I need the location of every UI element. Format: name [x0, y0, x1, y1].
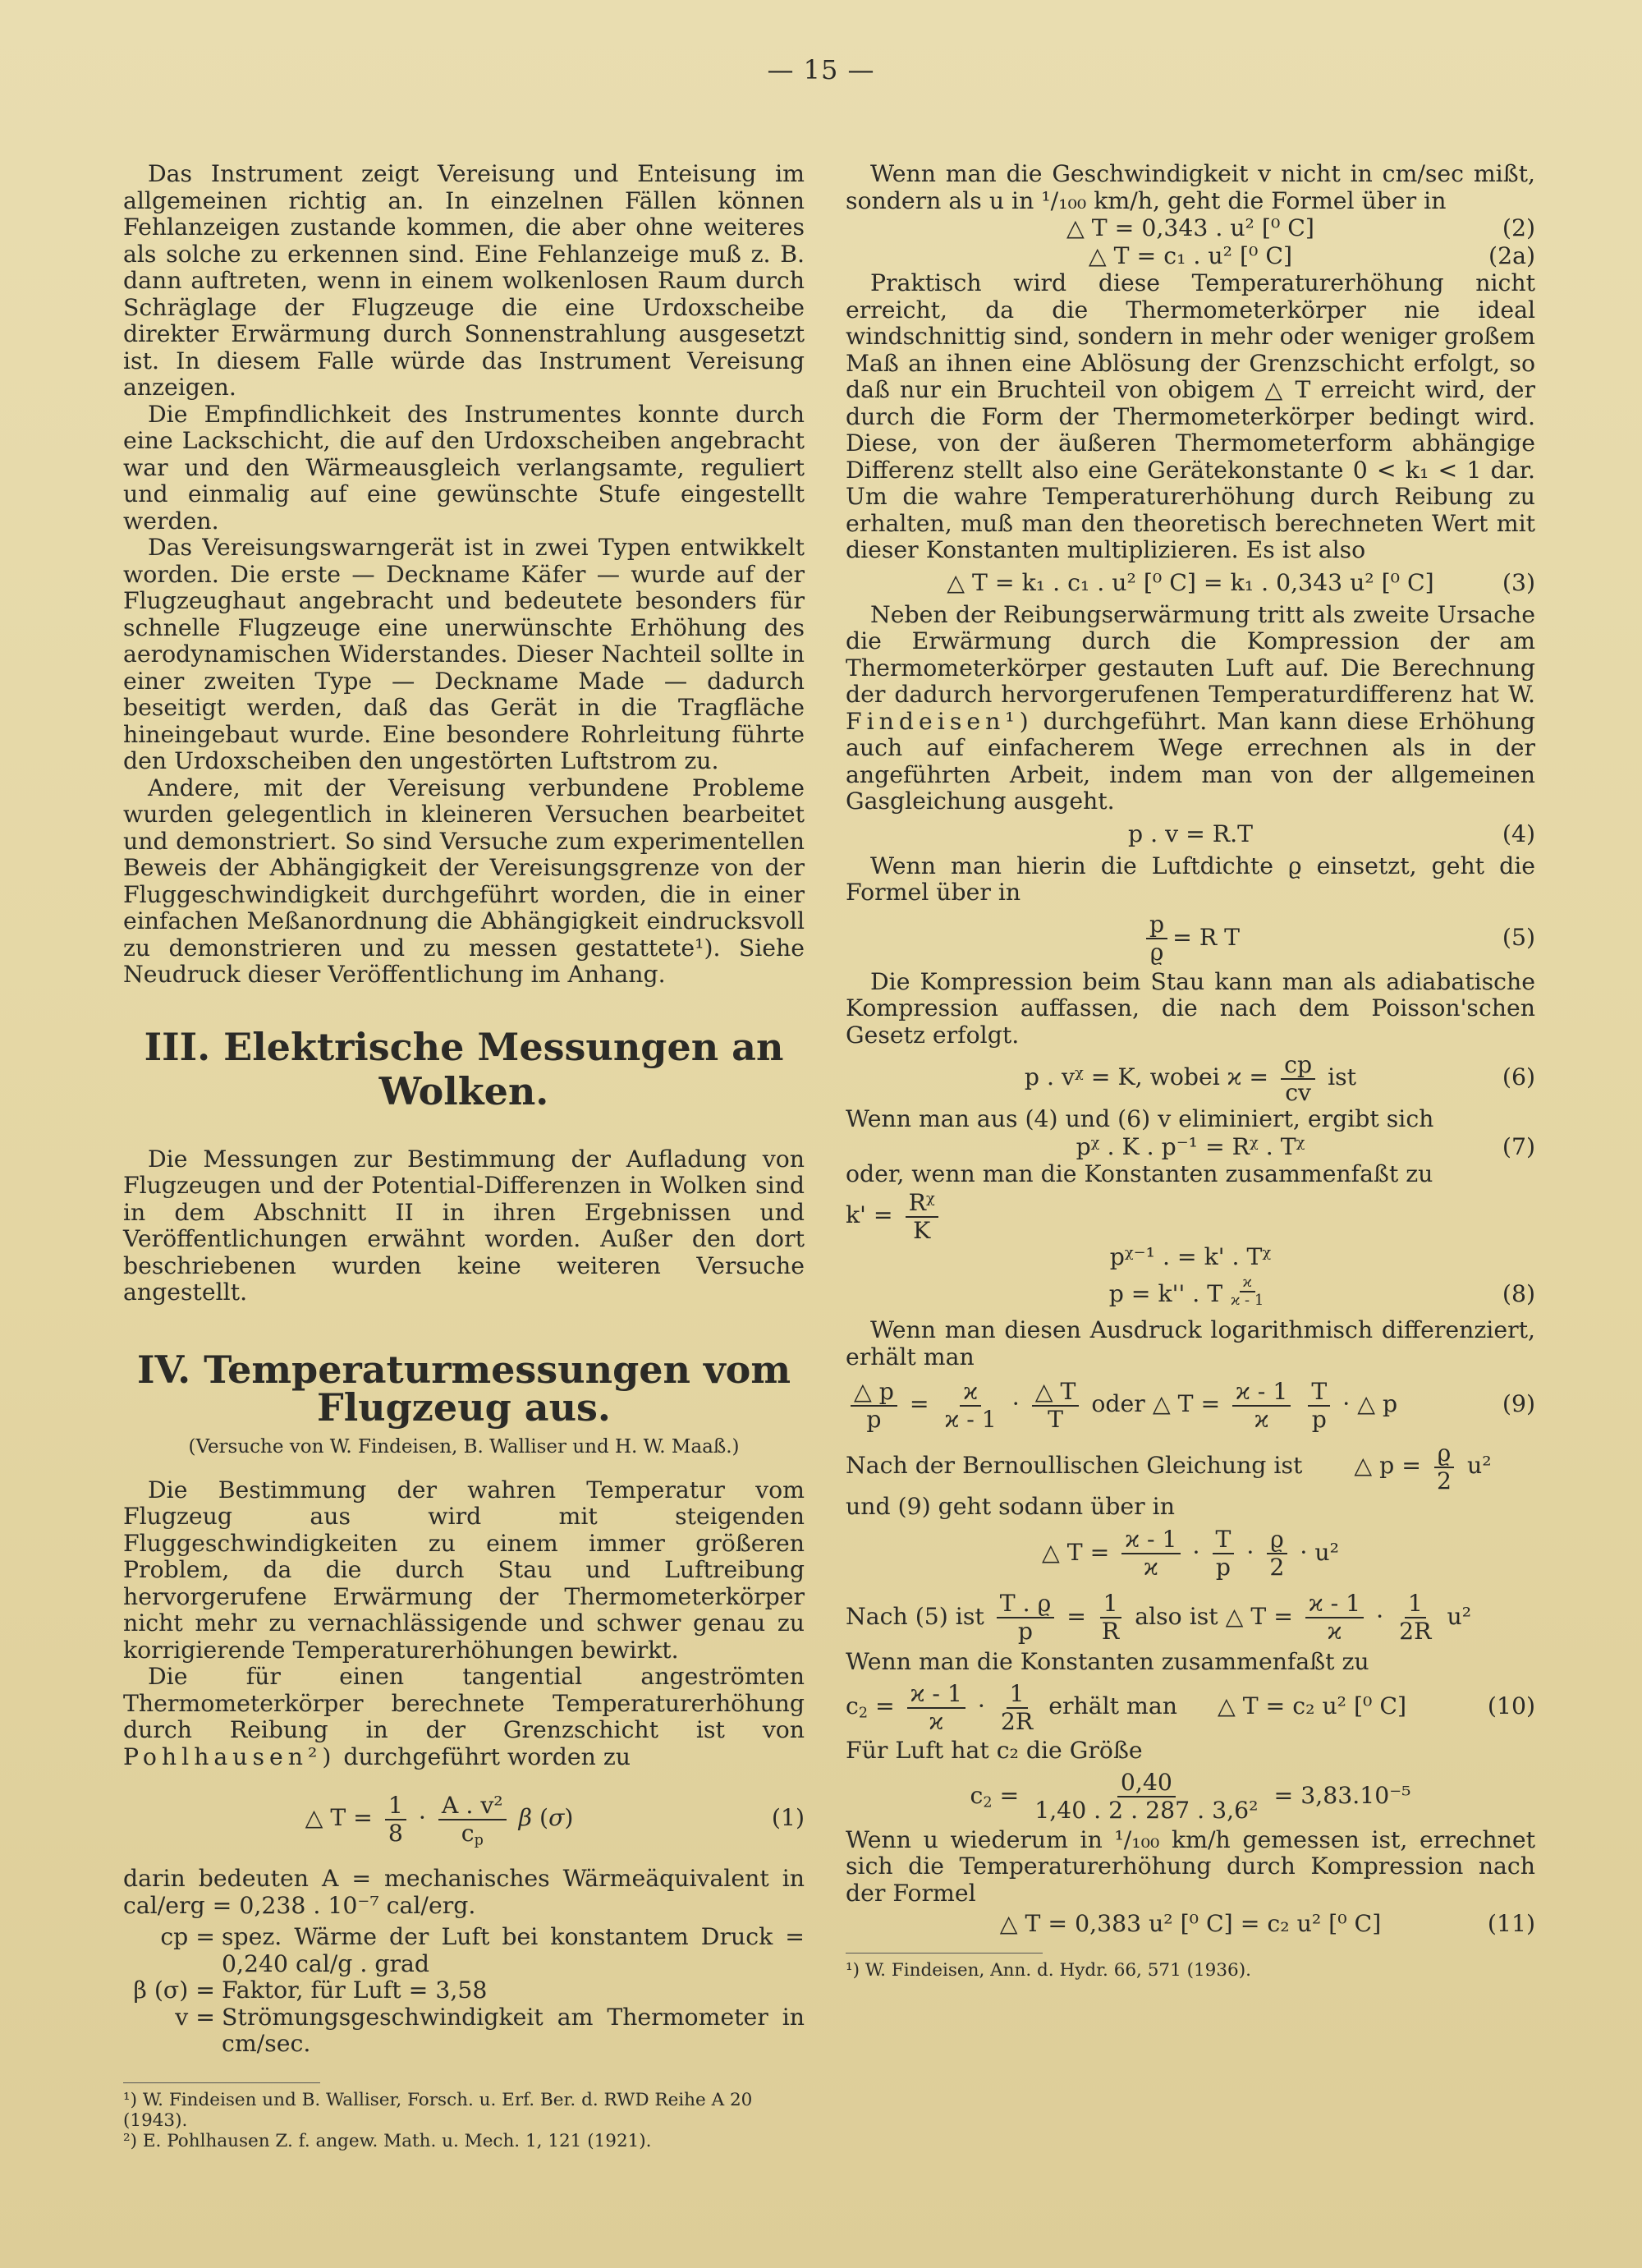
left-column	[123, 161, 805, 2151]
paragraph: und (9) geht sodann über in	[846, 1493, 1175, 1520]
equation-1: △ T = $\frac{1}{8}$ · $\frac{\text{A . v²}}{c_p}$ β (σ) (1)	[123, 1788, 805, 1848]
equation-11: △ T = 0,383 u² [⁰ C] = c₂ u² [⁰ C] (11)	[999, 1910, 1535, 1937]
paragraph: Das Vereisungswarngerät ist in zwei Typen entwikkelt worden. Die erste — Deckname Käfer — wurde auf der Flugzeughaut angebracht und bedeutete besonders für schnelle Flugzeuge eine unerwünschte Erhöhung des aerodynamischen Widerstandes. Dieser Nachteil sollte in einer zweiten Type — Deckname Made — dadurch beseitigt werden, daß das Gerät in die Tragfläche hineingebaut wurde. Eine besondere Rohrleitung führte den Urdoxscheiben den ungestörten Luftstrom zu.	[123, 534, 805, 774]
equation-5: $\frac{p}{ϱ}$ = R T (5)	[846, 907, 1535, 969]
definition-list	[123, 1924, 805, 2058]
equation-9: $\frac{\triangle p}{p}$ = $\frac{ϰ}{ϰ - 1}$ · $\frac{\triangle T}{T}$ oder △ T = $\frac{ϰ - 1}{ϰ}$ $\frac{T}{p}$ · △ p (9)	[846, 1370, 1535, 1438]
text-run: Die für einen tangential angeströmten Thermometerkörper berechnete Temperaturerhöhung durch Reibung in der Grenzschicht ist von	[123, 1663, 805, 1743]
paragraph: Wenn u wiederum in ¹/₁₀₀ km/h gemessen ist, errechnet sich die Temperaturerhöhung durch Kompression nach der Formel	[846, 1825, 1535, 1907]
paragraph	[123, 1664, 805, 1770]
section-heading-iv: IV. Temperaturmessungen vom Flugzeug aus.	[136, 1347, 791, 1430]
equation-number: (11)	[1487, 1910, 1535, 1937]
equation-8: p = k'' . T $\frac{ϰ}{ϰ - 1}$ (8)	[846, 1271, 1535, 1317]
equation-2a: △ T = c₁ . u² [⁰ C] (2a)	[1088, 242, 1535, 269]
equation-10: $c_2$ = $\frac{ϰ - 1}{ϰ}$ · $\frac{1}{2R}$ erhält man △ T = c₂ u² [⁰ C] (10)	[846, 1675, 1535, 1738]
paragraph: Die Bestimmung der wahren Temperatur vom Flugzeug aus wird mit steigenden Fluggeschwindigkeiten zu einem immer größeren Problem, da die durch Stau und Luftreibung hervorgerufene Erwärmung der Thermometerkörper nicht mehr zu vernachlässigende und schwer genau zu korrigierende Temperaturerhöhungen bewirkt.	[123, 1476, 805, 1664]
equation-number: (3)	[1502, 568, 1535, 596]
equation-k-definition: k' = $\frac{\text{Rᵡ}}{K}$	[846, 1187, 1535, 1243]
equation-number: (4)	[1502, 820, 1535, 847]
definition-symbol: v =	[175, 2003, 215, 2031]
equation-combined: △ T = $\frac{ϰ - 1}{ϰ}$ · $\frac{T}{p}$ · $\frac{ϱ}{2}$ · u²	[1042, 1526, 1339, 1581]
paragraph: Praktisch wird diese Temperaturerhöhung nicht erreicht, da die Thermometerkörper nie ideal windschnittig sind, sondern in mehr oder weniger großem Maß an ihnen eine Ablösung der Grenzschicht erfolgt, so daß nur ein Bruchteil von obigem △ T erreicht wird, der durch die Form der Thermometerkörper bedingt wird. Diese, von der äußeren Thermometerform abhängige Differenz stellt also eine Gerätekonstante 0 < k₁ < 1 dar. Um die wahre Temperaturerhöhung durch Reibung zu erhalten, muß man den theoretisch berechneten Wert mit dieser Konstanten multiplizieren. Es ist also	[846, 269, 1535, 563]
equation-number: (5)	[1502, 923, 1535, 951]
equation-k-relation: pᵡ⁻¹ . = k' . Tᵡ	[1109, 1243, 1272, 1270]
text-run: durchgeführt worden zu	[343, 1742, 631, 1770]
text-run: durchgeführt. Man kann diese Erhöhung auch auf einfacherem Wege errechnen als in der angeführten Arbeit, indem man von der allgemeinen Gasgleichung ausgeht.	[846, 707, 1535, 815]
equation-7: pᵡ . K . p⁻¹ = Rᵡ . Tᵡ (7)	[1076, 1132, 1535, 1160]
text-run: Neben der Reibungserwärmung tritt als zweite Ursache die Erwärmung durch die Kompression der am Thermometerkörper gestauten Luft auf. Die Berechnung der dadurch hervorgerufenen Temperaturdifferenz hat W.	[846, 600, 1535, 708]
definition-symbol: cp =	[160, 1923, 215, 1950]
equation-number: (2)	[1502, 214, 1535, 241]
author-name: Pohlhausen²)	[123, 1742, 337, 1770]
footnote-rule	[846, 1953, 1043, 1954]
definition-symbol: β (σ) =	[133, 1976, 215, 2004]
definition-text: spez. Wärme der Luft bei konstantem Druck = 0,240 cal/g . grad	[222, 1923, 805, 1977]
equation-number: (10)	[1487, 1692, 1535, 1719]
equation-6: p . vᵡ = K, wobei ϰ = $\frac{cp}{cv}$ ist (6)	[846, 1049, 1535, 1106]
right-column	[846, 161, 1535, 1981]
footnote-rule	[123, 2082, 320, 2083]
paragraph: Andere, mit der Vereisung verbundene Probleme wurden gelegentlich in kleineren Versuchen bearbeitet und demonstriert. So sind Versuche zum experimentellen Beweis der Abhängigkeit der Vereisungsgrenze von der Fluggeschwindigkeit durchgeführt worden, die in einer einfachen Meßanordnung die Abhängigkeit eindrucksvoll zu demonstrieren und zu messen gestattete¹). Siehe Neudruck dieser Veröffentlichung im Anhang.	[123, 774, 805, 988]
paragraph: Wenn man die Geschwindigkeit v nicht in cm/sec mißt, sondern als u in ¹/₁₀₀ km/h, geht die Formel über in	[846, 160, 1535, 214]
equation-number: (9)	[1502, 1390, 1535, 1417]
definition-row	[123, 1977, 805, 2004]
equation-3: △ T = k₁ . c₁ . u² [⁰ C] = k₁ . 0,343 u² [⁰ C] (3)	[947, 568, 1535, 596]
paragraph: Die Empfindlichkeit des Instrumentes konnte durch eine Lackschicht, die auf den Urdoxscheiben angebracht war und den Wärmeausgleich verlangsamte, reguliert und einmalig auf eine gewünschte Stufe eingestellt werden.	[123, 400, 805, 535]
paragraph: Wenn man die Konstanten zusammenfaßt zu	[846, 1647, 1369, 1675]
paragraph: darin bedeuten A = mechanisches Wärmeäquivalent in cal/erg = 0,238 . 10⁻⁷ cal/erg.	[123, 1865, 805, 1919]
paragraph: Die Kompression beim Stau kann man als adiabatische Kompression auffassen, die nach dem Poisson'schen Gesetz erfolgt.	[846, 967, 1535, 1049]
paragraph: Wenn man diesen Ausdruck logarithmisch differenziert, erhält man	[846, 1316, 1535, 1370]
paragraph: Die Messungen zur Bestimmung der Aufladung von Flugzeugen und der Potential-Differenzen in Wolken sind in dem Abschnitt II in ihren Ergebnissen und Veröffentlichungen erwähnt worden. Außer den dort beschriebenen wurden keine weiteren Versuche angestellt.	[123, 1145, 805, 1306]
footnote: ¹) W. Findeisen und B. Walliser, Forsch. u. Erf. Ber. d. RWD Reihe A 20 (1943).	[123, 2089, 753, 2131]
definition-text: Faktor, für Luft = 3,58	[222, 1976, 488, 2004]
author-name: Findeisen¹)	[846, 707, 1034, 735]
equation-number: (8)	[1502, 1280, 1535, 1307]
footnote: ²) E. Pohlhausen Z. f. angew. Math. u. Mech. 1, 121 (1921).	[123, 2130, 652, 2151]
equation-c2-value: $c_2$ = $\frac{0,40}{\text{1,40 . 2 . 287 . 3,6²}}$ = 3,83.10⁻⁵	[970, 1769, 1411, 1824]
definition-text: Strömungsgeschwindigkeit am Thermometer in cm/sec.	[222, 2003, 805, 2057]
section-subtitle: (Versuche von W. Findeisen, B. Walliser und H. W. Maaß.)	[188, 1435, 740, 1458]
equation-4: p . v = R.T (4)	[1128, 820, 1535, 847]
page-number: — 15 —	[767, 54, 875, 85]
paragraph: Wenn man aus (4) und (6) v eliminiert, ergibt sich	[846, 1105, 1434, 1132]
paragraph: Für Luft hat c₂ die Größe	[846, 1737, 1143, 1764]
equation-2: △ T = 0,343 . u² [⁰ C] (2)	[1066, 214, 1535, 241]
equation-number: (7)	[1502, 1132, 1535, 1160]
paragraph: Das Instrument zeigt Vereisung und Enteisung im allgemeinen richtig an. In einzelnen Fällen können Fehlanzeigen zustande kommen, die aber ohne weiteres als solche zu erkennen sind. Eine Fehlanzeige muß z. B. dann auftreten, wenn in einem wolkenlosen Raum durch Schräglage der Flugzeuge die eine Urdoxscheibe direkter Erwärmung durch Sonnenstrahlung ausgesetzt ist. In diesem Falle würde das Instrument Vereisung anzeigen.	[123, 160, 805, 401]
paragraph	[846, 602, 1535, 815]
footnote: ¹) W. Findeisen, Ann. d. Hydr. 66, 571 (1936).	[846, 1960, 1251, 1981]
paragraph: oder, wenn man die Konstanten zusammenfaßt zu	[846, 1159, 1433, 1187]
definition-row	[123, 2004, 805, 2058]
definition-row	[123, 1924, 805, 1977]
equation-number: (1)	[771, 1804, 805, 1831]
equation-number: (2a)	[1488, 242, 1535, 269]
equation-substitution: Nach (5) ist $\frac{T . ϱ}{p}$ = $\frac{1}{R}$ also ist △ T = $\frac{ϰ - 1}{ϰ}$ · $\frac{1}{2R}$ u²	[846, 1590, 1472, 1645]
bernoulli-line: Nach der Bernoullischen Gleichung ist △ p = $\frac{ϱ}{2}$ u²	[846, 1439, 1492, 1494]
equation-number: (6)	[1502, 1063, 1535, 1090]
section-heading-iii: III. Elektrische Messungen an Wolken.	[144, 1024, 784, 1113]
paragraph: Wenn man hierin die Luftdichte ϱ einsetzt, geht die Formel über in	[846, 852, 1535, 906]
